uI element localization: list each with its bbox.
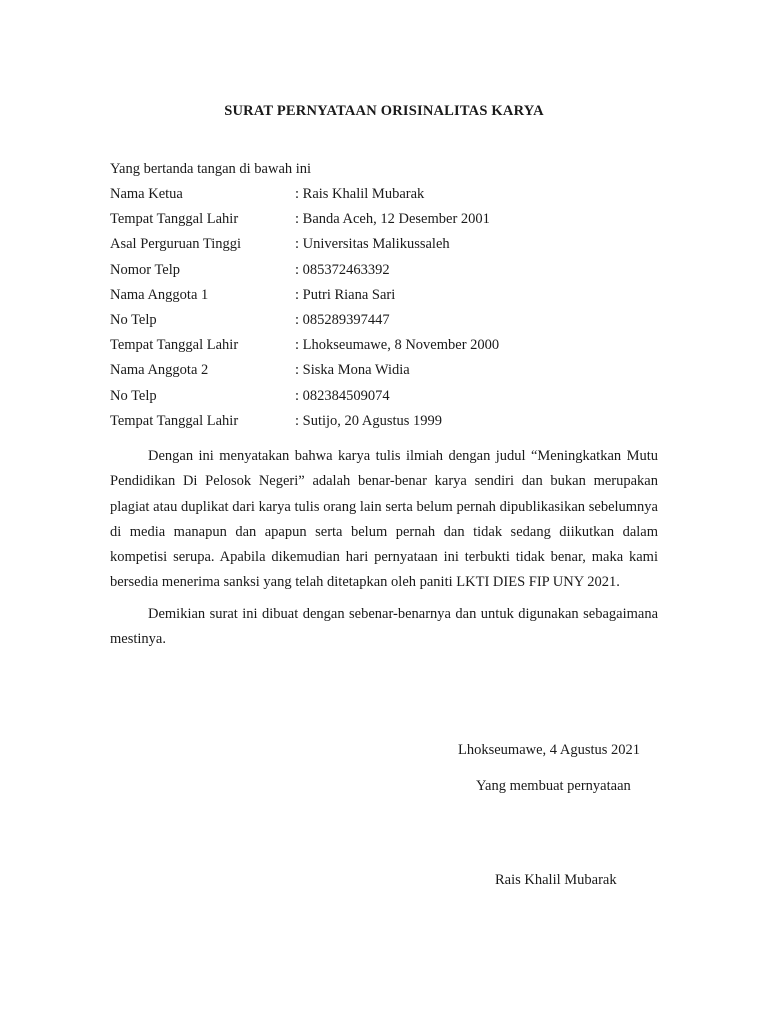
field-value: : Rais Khalil Mubarak <box>295 186 425 202</box>
statement-body <box>110 444 658 652</box>
field-value: : Lhokseumawe, 8 November 2000 <box>295 337 500 354</box>
field-row <box>110 337 670 362</box>
field-value: : 082384509074 <box>295 387 390 404</box>
field-value: : Banda Aceh, 12 Desember 2001 <box>295 211 490 228</box>
field-label: Asal Perguruan Tinggi <box>110 236 242 253</box>
field-row <box>110 388 670 413</box>
closing-paragraph: Demikian surat ini dibuat dengan sebenar-benarnya dan untuk digunakan sebagaimana mestinya. <box>110 605 658 648</box>
field-value: : Putri Riana Sari <box>295 286 396 303</box>
field-label: No Telp <box>110 311 157 328</box>
field-label: Nomor Telp <box>110 261 181 278</box>
signature-caption: Yang membuat pernyataan <box>476 778 631 794</box>
field-value: : Siska Mona Widia <box>295 362 410 379</box>
field-row <box>110 413 670 438</box>
field-label: No Telp <box>110 387 157 404</box>
field-label: Tempat Tanggal Lahir <box>110 412 239 429</box>
field-row <box>110 362 670 387</box>
field-value: : 085289397447 <box>295 311 390 328</box>
field-label: Nama Ketua <box>110 186 183 202</box>
field-label: Tempat Tanggal Lahir <box>110 337 239 354</box>
field-value: : Sutijo, 20 Agustus 1999 <box>295 412 443 429</box>
statement-paragraph: Dengan ini menyatakan bahwa karya tulis ilmiah dengan judul “Meningkatkan Mutu Pendidikan Di Pelosok Negeri” adalah benar-benar karya sendiri dan bukan merupakan plagiat atau duplikat dari karya tulis orang lain serta belum pernah dipublikasikan sebelumnya di media manapun dan apapun serta belum pernah dan tidak sedang diikutkan dalam kompetisi serupa. Apabila dikemudian hari pernyataan ini terbukti tidak benar, maka kami bersedia menerima sanksi yang telah ditetapkan oleh paniti LKTI DIES FIP UNY 2021. <box>110 448 658 591</box>
field-row <box>110 287 670 312</box>
field-value: : Universitas Malikussaleh <box>295 236 450 253</box>
field-row <box>110 262 670 287</box>
field-row <box>110 312 670 337</box>
signer-name: Rais Khalil Mubarak <box>495 872 617 888</box>
field-row <box>110 236 670 261</box>
field-label: Nama Anggota 1 <box>110 286 209 303</box>
place-date: Lhokseumawe, 4 Agustus 2021 <box>458 742 641 758</box>
document-title: SURAT PERNYATAAN ORISINALITAS KARYA <box>224 103 544 119</box>
identity-fields <box>110 186 670 438</box>
field-row <box>110 186 670 211</box>
field-value: : 085372463392 <box>295 261 390 278</box>
field-label: Tempat Tanggal Lahir <box>110 211 239 228</box>
field-row <box>110 211 670 236</box>
field-label: Nama Anggota 2 <box>110 362 209 379</box>
intro-text: Yang bertanda tangan di bawah ini <box>110 161 312 177</box>
